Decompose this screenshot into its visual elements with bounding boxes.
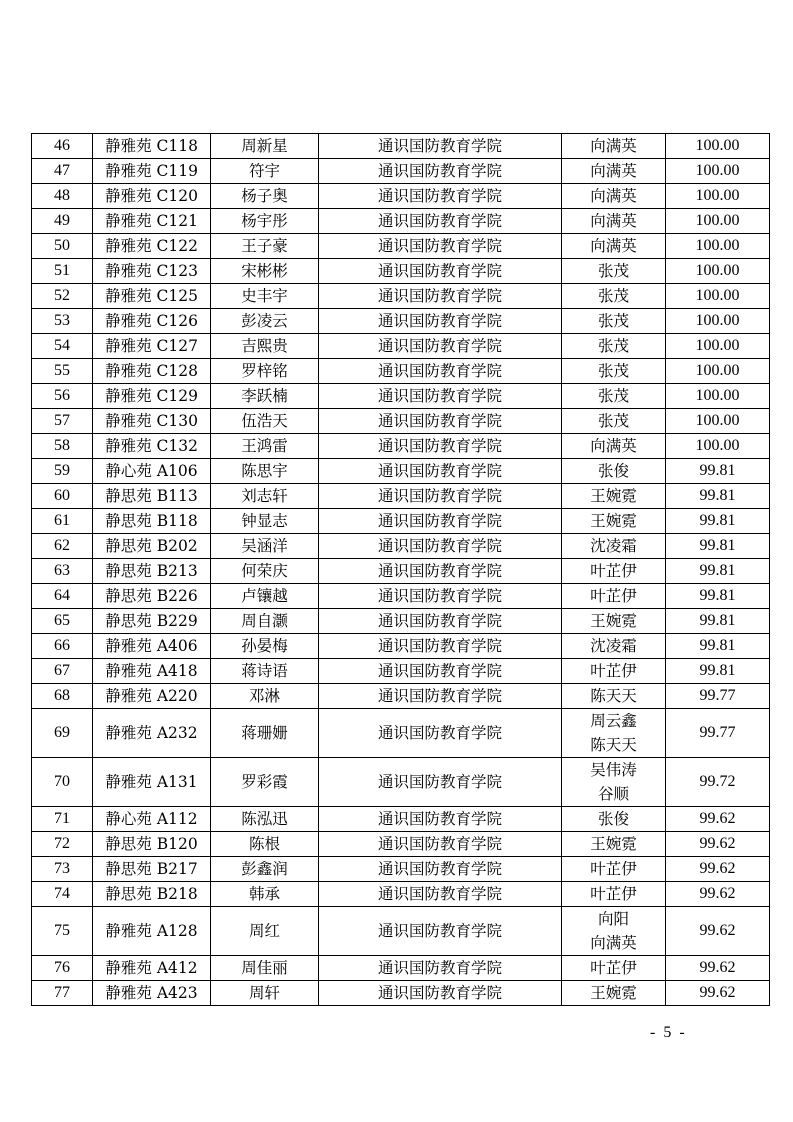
dorm-room-cell: 静雅苑 C127 [93,334,211,359]
table-row [32,584,770,609]
table-row [32,559,770,584]
teacher-cell [562,384,666,409]
college-cell: 通识国防教育学院 [319,559,562,584]
row-number: 48 [32,184,93,209]
college-cell: 通识国防教育学院 [319,882,562,907]
table-row [32,684,770,709]
teacher-name: 张茂 [597,287,629,305]
table-row [32,534,770,559]
row-number: 53 [32,309,93,334]
college-cell: 通识国防教育学院 [319,384,562,409]
dorm-room-cell: 静雅苑 C120 [93,184,211,209]
college-cell: 通识国防教育学院 [319,609,562,634]
score-cell: 99.62 [666,807,770,832]
table-row [32,807,770,832]
student-name-cell: 杨宇彤 [211,209,319,234]
teacher-cell [562,832,666,857]
student-name-cell: 陈根 [211,832,319,857]
score-cell: 99.81 [666,609,770,634]
row-number: 54 [32,334,93,359]
score-cell: 100.00 [666,359,770,384]
row-number: 65 [32,609,93,634]
college-cell: 通识国防教育学院 [319,434,562,459]
table-row [32,484,770,509]
teacher-name: 叶芷伊 [590,587,637,605]
teacher-cell [562,459,666,484]
score-cell: 100.00 [666,184,770,209]
row-number: 59 [32,459,93,484]
college-cell: 通识国防教育学院 [319,234,562,259]
teacher-name: 向满英 [590,437,637,455]
table-row [32,334,770,359]
dormitory-ranking-table [31,133,770,1006]
dorm-room-cell: 静雅苑 C123 [93,259,211,284]
teacher-cell [562,981,666,1006]
teacher-name: 张茂 [597,362,629,380]
student-name-cell: 蒋诗语 [211,659,319,684]
teacher-name: 向满英 [590,212,637,230]
teacher-name: 谷顺 [597,785,629,803]
score-cell: 99.62 [666,907,770,956]
table-row [32,184,770,209]
score-cell: 99.81 [666,459,770,484]
student-name-cell: 彭鑫润 [211,857,319,882]
college-cell: 通识国防教育学院 [319,209,562,234]
dorm-room-cell: 静思苑 B120 [93,832,211,857]
row-number: 47 [32,159,93,184]
row-number: 58 [32,434,93,459]
row-number: 67 [32,659,93,684]
teacher-cell [562,559,666,584]
student-name-cell: 何荣庆 [211,559,319,584]
student-name-cell: 彭凌云 [211,309,319,334]
college-cell: 通识国防教育学院 [319,659,562,684]
dorm-room-cell: 静雅苑 A220 [93,684,211,709]
table-row [32,634,770,659]
student-name-cell: 周佳丽 [211,956,319,981]
student-name-cell: 韩承 [211,882,319,907]
dorm-room-cell: 静思苑 B229 [93,609,211,634]
score-cell: 99.72 [666,758,770,807]
table-row [32,609,770,634]
student-name-cell: 周轩 [211,981,319,1006]
student-name-cell: 符宇 [211,159,319,184]
row-number: 46 [32,134,93,159]
score-cell: 100.00 [666,309,770,334]
teacher-name: 王婉霓 [590,835,637,853]
teacher-name: 周云鑫 [590,712,637,730]
teacher-cell [562,184,666,209]
table-row [32,284,770,309]
teacher-name: 王婉霓 [590,612,637,630]
college-cell: 通识国防教育学院 [319,584,562,609]
dorm-room-cell: 静雅苑 C119 [93,159,211,184]
score-cell: 99.62 [666,857,770,882]
student-name-cell: 吉熙贵 [211,334,319,359]
teacher-name: 张茂 [597,412,629,430]
dorm-room-cell: 静雅苑 A131 [93,758,211,807]
college-cell: 通识国防教育学院 [319,758,562,807]
table-row [32,509,770,534]
score-cell: 100.00 [666,334,770,359]
score-cell: 100.00 [666,384,770,409]
row-number: 72 [32,832,93,857]
teacher-name: 叶芷伊 [590,860,637,878]
row-number: 52 [32,284,93,309]
dorm-room-cell: 静雅苑 C121 [93,209,211,234]
teacher-cell [562,484,666,509]
teacher-cell [562,509,666,534]
dorm-room-cell: 静思苑 B213 [93,559,211,584]
college-cell: 通识国防教育学院 [319,956,562,981]
teacher-cell [562,857,666,882]
dorm-room-cell: 静雅苑 A406 [93,634,211,659]
student-name-cell: 王子豪 [211,234,319,259]
student-name-cell: 伍浩天 [211,409,319,434]
table-row [32,981,770,1006]
student-name-cell: 陈思宇 [211,459,319,484]
dorm-room-cell: 静雅苑 A232 [93,709,211,758]
row-number: 76 [32,956,93,981]
score-cell: 99.81 [666,634,770,659]
table-body [32,134,770,1006]
teacher-cell [562,659,666,684]
teacher-cell [562,709,666,758]
dorm-room-cell: 静雅苑 C128 [93,359,211,384]
row-number: 62 [32,534,93,559]
teacher-name: 吴伟涛 [590,761,637,779]
college-cell: 通识国防教育学院 [319,509,562,534]
dorm-room-cell: 静雅苑 C122 [93,234,211,259]
score-cell: 100.00 [666,284,770,309]
row-number: 77 [32,981,93,1006]
row-number: 74 [32,882,93,907]
teacher-cell [562,807,666,832]
student-name-cell: 吴涵洋 [211,534,319,559]
teacher-cell [562,309,666,334]
table-row [32,459,770,484]
score-cell: 100.00 [666,434,770,459]
teacher-name: 张茂 [597,312,629,330]
dorm-room-cell: 静雅苑 C129 [93,384,211,409]
teacher-name: 向满英 [590,162,637,180]
dorm-room-cell: 静思苑 B113 [93,484,211,509]
student-name-cell: 孙晏梅 [211,634,319,659]
teacher-name: 张俊 [597,810,629,828]
table-row [32,259,770,284]
teacher-cell [562,434,666,459]
dorm-room-cell: 静雅苑 A128 [93,907,211,956]
teacher-name: 向满英 [590,137,637,155]
teacher-cell [562,209,666,234]
teacher-cell [562,758,666,807]
score-cell: 99.77 [666,684,770,709]
teacher-cell [562,882,666,907]
teacher-name: 张俊 [597,462,629,480]
table-row [32,434,770,459]
row-number: 68 [32,684,93,709]
teacher-name: 叶芷伊 [590,562,637,580]
teacher-name: 王婉霓 [590,984,637,1002]
dorm-room-cell: 静雅苑 C130 [93,409,211,434]
college-cell: 通识国防教育学院 [319,159,562,184]
teacher-cell [562,234,666,259]
table-row [32,857,770,882]
score-cell: 99.81 [666,534,770,559]
score-cell: 99.77 [666,709,770,758]
dorm-room-cell: 静雅苑 A418 [93,659,211,684]
teacher-cell [562,409,666,434]
score-cell: 100.00 [666,409,770,434]
table-row [32,758,770,807]
student-name-cell: 李跃楠 [211,384,319,409]
dorm-room-cell: 静思苑 B218 [93,882,211,907]
table-row [32,882,770,907]
college-cell: 通识国防教育学院 [319,459,562,484]
college-cell: 通识国防教育学院 [319,907,562,956]
table-row [32,659,770,684]
row-number: 66 [32,634,93,659]
table-row [32,309,770,334]
teacher-name: 向满英 [590,187,637,205]
student-name-cell: 宋彬彬 [211,259,319,284]
row-number: 61 [32,509,93,534]
college-cell: 通识国防教育学院 [319,359,562,384]
teacher-name: 向阳 [597,910,629,928]
student-name-cell: 罗梓铭 [211,359,319,384]
score-cell: 100.00 [666,259,770,284]
college-cell: 通识国防教育学院 [319,634,562,659]
dorm-room-cell: 静心苑 A106 [93,459,211,484]
student-name-cell: 邓淋 [211,684,319,709]
student-name-cell: 史丰宇 [211,284,319,309]
dorm-room-cell: 静雅苑 C126 [93,309,211,334]
dorm-room-cell: 静雅苑 C118 [93,134,211,159]
teacher-name: 张茂 [597,337,629,355]
score-cell: 99.62 [666,832,770,857]
dorm-room-cell: 静雅苑 A412 [93,956,211,981]
college-cell: 通识国防教育学院 [319,981,562,1006]
teacher-cell [562,584,666,609]
table-row [32,709,770,758]
student-name-cell: 陈泓迅 [211,807,319,832]
table-row [32,134,770,159]
table-row [32,159,770,184]
dorm-room-cell: 静思苑 B226 [93,584,211,609]
college-cell: 通识国防教育学院 [319,684,562,709]
row-number: 70 [32,758,93,807]
teacher-name: 向满英 [590,934,637,952]
teacher-name: 王婉霓 [590,487,637,505]
dorm-room-cell: 静雅苑 A423 [93,981,211,1006]
college-cell: 通识国防教育学院 [319,534,562,559]
dorm-room-cell: 静心苑 A112 [93,807,211,832]
score-cell: 99.62 [666,981,770,1006]
college-cell: 通识国防教育学院 [319,409,562,434]
teacher-cell [562,907,666,956]
row-number: 69 [32,709,93,758]
student-name-cell: 卢镶越 [211,584,319,609]
dorm-room-cell: 静雅苑 C125 [93,284,211,309]
student-name-cell: 周新星 [211,134,319,159]
student-name-cell: 刘志轩 [211,484,319,509]
college-cell: 通识国防教育学院 [319,134,562,159]
teacher-name: 陈天天 [590,687,637,705]
teacher-name: 王婉霓 [590,512,637,530]
dorm-room-cell: 静思苑 B202 [93,534,211,559]
table-row [32,907,770,956]
row-number: 73 [32,857,93,882]
score-cell: 99.81 [666,584,770,609]
student-name-cell: 周红 [211,907,319,956]
row-number: 55 [32,359,93,384]
row-number: 57 [32,409,93,434]
row-number: 64 [32,584,93,609]
college-cell: 通识国防教育学院 [319,334,562,359]
score-cell: 100.00 [666,209,770,234]
row-number: 50 [32,234,93,259]
teacher-cell [562,956,666,981]
teacher-cell [562,609,666,634]
teacher-name: 向满英 [590,237,637,255]
teacher-cell [562,359,666,384]
college-cell: 通识国防教育学院 [319,184,562,209]
teacher-name: 叶芷伊 [590,885,637,903]
teacher-name: 陈天天 [590,736,637,754]
teacher-cell [562,534,666,559]
dorm-room-cell: 静思苑 B217 [93,857,211,882]
teacher-name: 沈凌霜 [590,537,637,555]
score-cell: 100.00 [666,234,770,259]
teacher-cell [562,684,666,709]
table-row [32,956,770,981]
college-cell: 通识国防教育学院 [319,484,562,509]
score-cell: 99.81 [666,559,770,584]
teacher-cell [562,334,666,359]
score-cell: 100.00 [666,134,770,159]
score-cell: 99.62 [666,882,770,907]
student-name-cell: 蒋珊姗 [211,709,319,758]
table-row [32,234,770,259]
teacher-name: 张茂 [597,387,629,405]
row-number: 49 [32,209,93,234]
student-name-cell: 周自灏 [211,609,319,634]
teacher-cell [562,159,666,184]
teacher-name: 张茂 [597,262,629,280]
table-row [32,409,770,434]
teacher-name: 叶芷伊 [590,662,637,680]
table-row [32,832,770,857]
college-cell: 通识国防教育学院 [319,284,562,309]
student-name-cell: 王鸿雷 [211,434,319,459]
college-cell: 通识国防教育学院 [319,807,562,832]
score-cell: 99.62 [666,956,770,981]
student-name-cell: 杨子奥 [211,184,319,209]
teacher-cell [562,134,666,159]
college-cell: 通识国防教育学院 [319,857,562,882]
college-cell: 通识国防教育学院 [319,709,562,758]
teacher-cell [562,259,666,284]
teacher-cell [562,284,666,309]
score-cell: 99.81 [666,659,770,684]
student-name-cell: 钟显志 [211,509,319,534]
row-number: 51 [32,259,93,284]
table-row [32,209,770,234]
student-name-cell: 罗彩霞 [211,758,319,807]
row-number: 75 [32,907,93,956]
dorm-room-cell: 静思苑 B118 [93,509,211,534]
table-row [32,384,770,409]
page-number: - 5 - [650,1024,687,1041]
college-cell: 通识国防教育学院 [319,259,562,284]
college-cell: 通识国防教育学院 [319,832,562,857]
row-number: 71 [32,807,93,832]
teacher-name: 叶芷伊 [590,959,637,977]
row-number: 56 [32,384,93,409]
row-number: 63 [32,559,93,584]
row-number: 60 [32,484,93,509]
score-cell: 100.00 [666,159,770,184]
college-cell: 通识国防教育学院 [319,309,562,334]
table-row [32,359,770,384]
dorm-room-cell: 静雅苑 C132 [93,434,211,459]
teacher-cell [562,634,666,659]
score-cell: 99.81 [666,509,770,534]
teacher-name: 沈凌霜 [590,637,637,655]
score-cell: 99.81 [666,484,770,509]
